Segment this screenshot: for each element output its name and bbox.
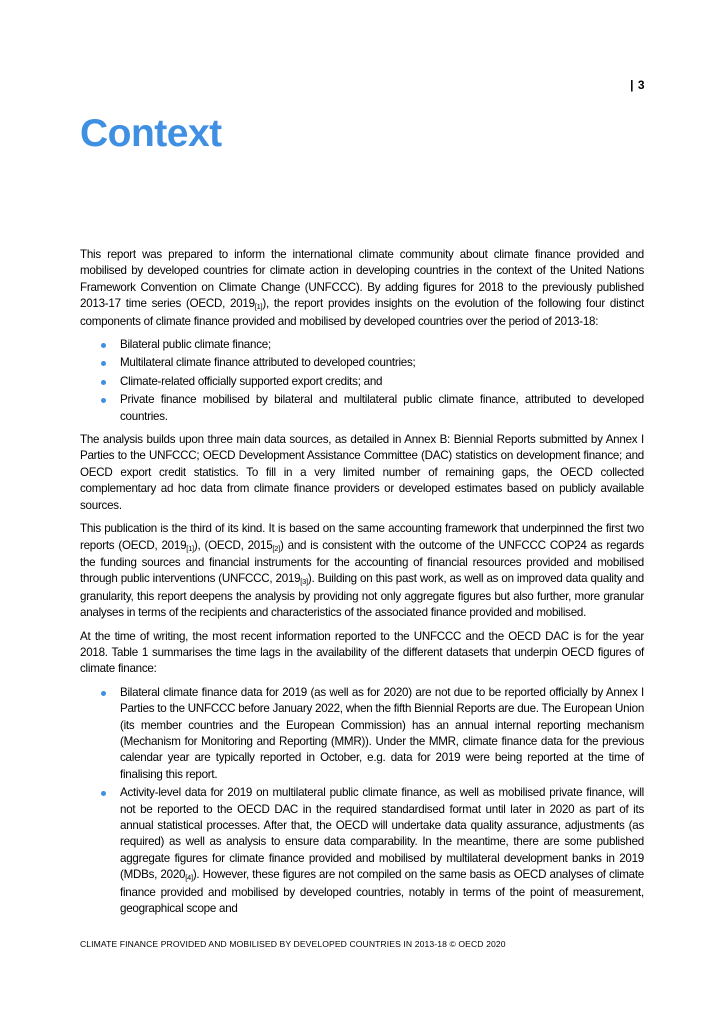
- citation-ref: [4]: [185, 873, 193, 883]
- page-footer: CLIMATE FINANCE PROVIDED AND MOBILISED BY DEVELOPED COUNTRIES IN 2013-18 © OECD 2020: [80, 939, 506, 949]
- bullet-icon: [101, 791, 106, 796]
- citation-ref: [2]: [272, 543, 280, 553]
- bullet-icon: [101, 380, 106, 385]
- list-item: Bilateral public climate finance;: [80, 337, 644, 353]
- citation-ref: [1]: [186, 543, 194, 553]
- paragraph-intro: This report was prepared to inform the international climate community about climate finance provided and mobilised by developed countries for climate action in developing countries in the context of the United Nations Framework Convention on Climate Change (UNFCCC). By adding figures for 2018 to the previously published 2013-17 time series (OECD, $2019_{[1]}$), the report provides insights on the evolution of the following four distinct components of climate finance provided and mobilised by developed countries over the period of 2013-18:: [80, 248, 644, 328]
- components-list: [80, 337, 644, 425]
- list-item: Activity-level data for 2019 on multilateral public climate finance, as well as mobilised private finance, will not be reported to the OECD DAC in the required standardised format until later in 2020 as part of its annual statistical processes. After that, the OECD will undertake data quality assurance, adjustments (as required) as well as analysis to ensure data comparability. In the meantime, there are some published aggregate figures for climate finance provided and mobilised by multilateral development banks in 2019 (MDBs, $2020_{[4]}$). However, these figures are not compiled on the same basis as OECD analyses of climate finance provided and mobilised by developed countries, notably in terms of the point of measurement, geographical scope and: [80, 785, 644, 917]
- bullet-icon: [101, 691, 106, 696]
- paragraph-time-lags: At the time of writing, the most recent information reported to the UNFCCC and the OECD DAC is for the year 2018. Table 1 summarises the time lags in the availability of the different datasets that underpin OECD figures of climate finance:: [80, 629, 644, 676]
- bullet-icon: [101, 343, 106, 348]
- bullet-icon: [101, 361, 106, 366]
- list-item: Climate-related officially supported export credits; and: [80, 374, 644, 390]
- page-number: | 3: [630, 78, 645, 92]
- citation-ref: [1]: [254, 302, 263, 312]
- page-title: Context: [80, 112, 222, 155]
- list-item: Multilateral climate finance attributed to developed countries;: [80, 355, 644, 371]
- citation-ref: [3]: [300, 577, 308, 587]
- time-lag-list: [80, 685, 644, 918]
- paragraph-data-sources: The analysis builds upon three main data sources, as detailed in Annex B: Biennial Reports submitted by Annex I Parties to the UNFCCC; OECD Development Assistance Committee (DAC) statistics on development finance; and OECD export credit statistics. To fill in a very limited number of remaining gaps, the OECD collected complementary ad hoc data from climate finance providers or developed estimates based on publicly available sources.: [80, 433, 644, 512]
- list-item: Bilateral climate finance data for 2019 (as well as for 2020) are not due to be reported officially by Annex I Parties to the UNFCCC before January 2022, when the fifth Biennial Reports are due. The European Union (its member countries and the European Commission) has an annual internal reporting mechanism (Mechanism for Monitoring and Reporting (MMR)). Under the MMR, climate finance data for the previous calendar year are typically reported in October, e.g. data for 2019 were being reported at the time of finalising this report.: [80, 685, 644, 783]
- bullet-icon: [101, 398, 106, 403]
- paragraph-publication: This publication is the third of its kind. It is based on the same accounting framework that underpinned the first two reports (OECD, $2019_{[1]}$), (OECD, $2015_{[2]}$) and is consistent with the outcome of the UNFCCC COP24 as regards the funding sources and financial instruments for the accounting of financial resources provided and mobilised through public interventions (UNFCCC, $2019_{[3]}$). Building on this past work, as well as on improved data quality and granularity, this report deepens the analysis by providing not only aggregate figures but also further, more granular analyses in terms of the recipients and characteristics of the associated finance provided and mobilised.: [80, 522, 644, 620]
- list-item: Private finance mobilised by bilateral and multilateral public climate finance, attributed to developed countries.: [80, 392, 644, 425]
- body-text: [80, 247, 644, 924]
